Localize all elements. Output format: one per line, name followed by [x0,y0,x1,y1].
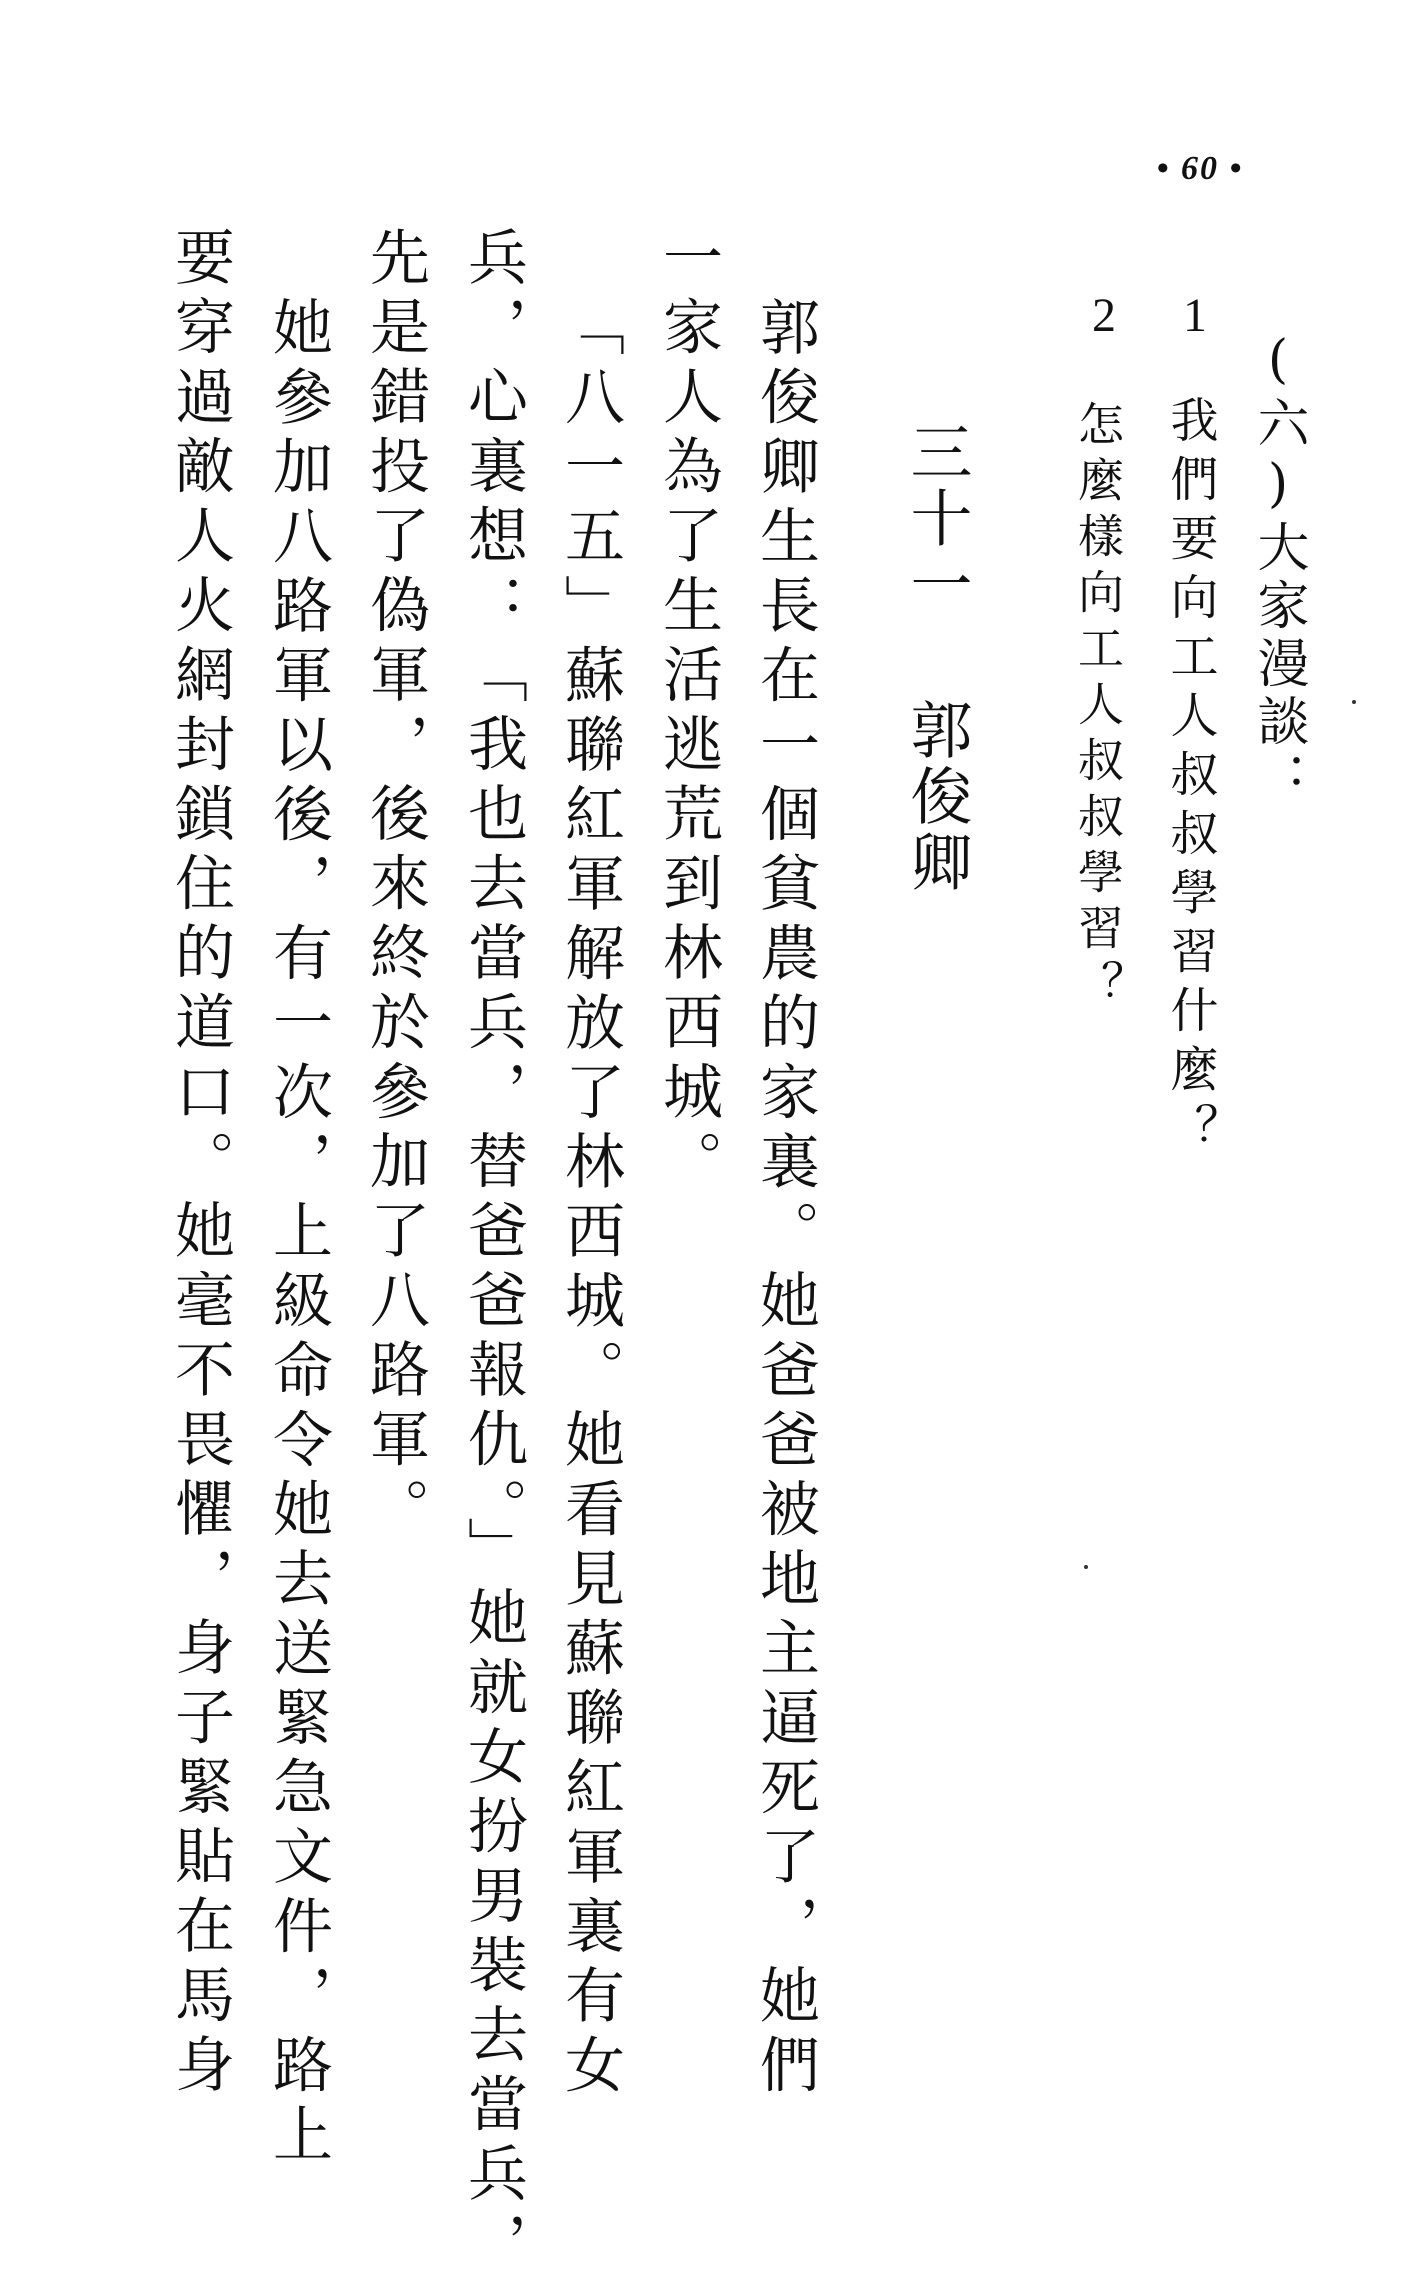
question-1-text: 我們要向工人叔叔學習什麼？ [1162,395,1218,1162]
print-speck [1084,1565,1088,1569]
body-column-2: 一家人為了生活逃荒到林西城。 [653,226,723,1199]
page-number: • 60 • [1156,150,1244,187]
body-column-7: 要穿過敵人火網封鎖住的道口。她毫不畏懼，身子緊貼在馬身 [165,226,235,2103]
print-speck [1352,700,1356,704]
question-2-text: 怎麼樣向工人叔叔學習？ [1071,400,1125,1016]
question-2-number: 2 [1092,289,1116,342]
body-column-4: 兵，心裏想：「我也去當兵，替爸爸報仇。」她就女扮男裝去當兵， [458,226,528,2281]
body-column-5: 先是錯投了偽軍，後來終於參加了八路軍。 [360,226,430,1547]
body-column-1: 郭俊卿生長在一個貧農的家裏。她爸爸被地主逼死了，她們 [750,296,820,2103]
discussion-heading: (六)大家漫談： [1248,330,1308,810]
body-column-6: 她參加八路軍以後，有一次，上級命令她去送緊急文件，路上 [263,296,333,2173]
chapter-number: 三十一 [900,420,973,618]
chapter-heading [900,420,973,896]
chapter-title: 郭俊卿 [900,698,973,896]
body-column-3: 「八一五」蘇聯紅軍解放了林西城。她看見蘇聯紅軍裏有女 [555,296,625,2103]
question-1-number: 1 [1183,289,1207,342]
